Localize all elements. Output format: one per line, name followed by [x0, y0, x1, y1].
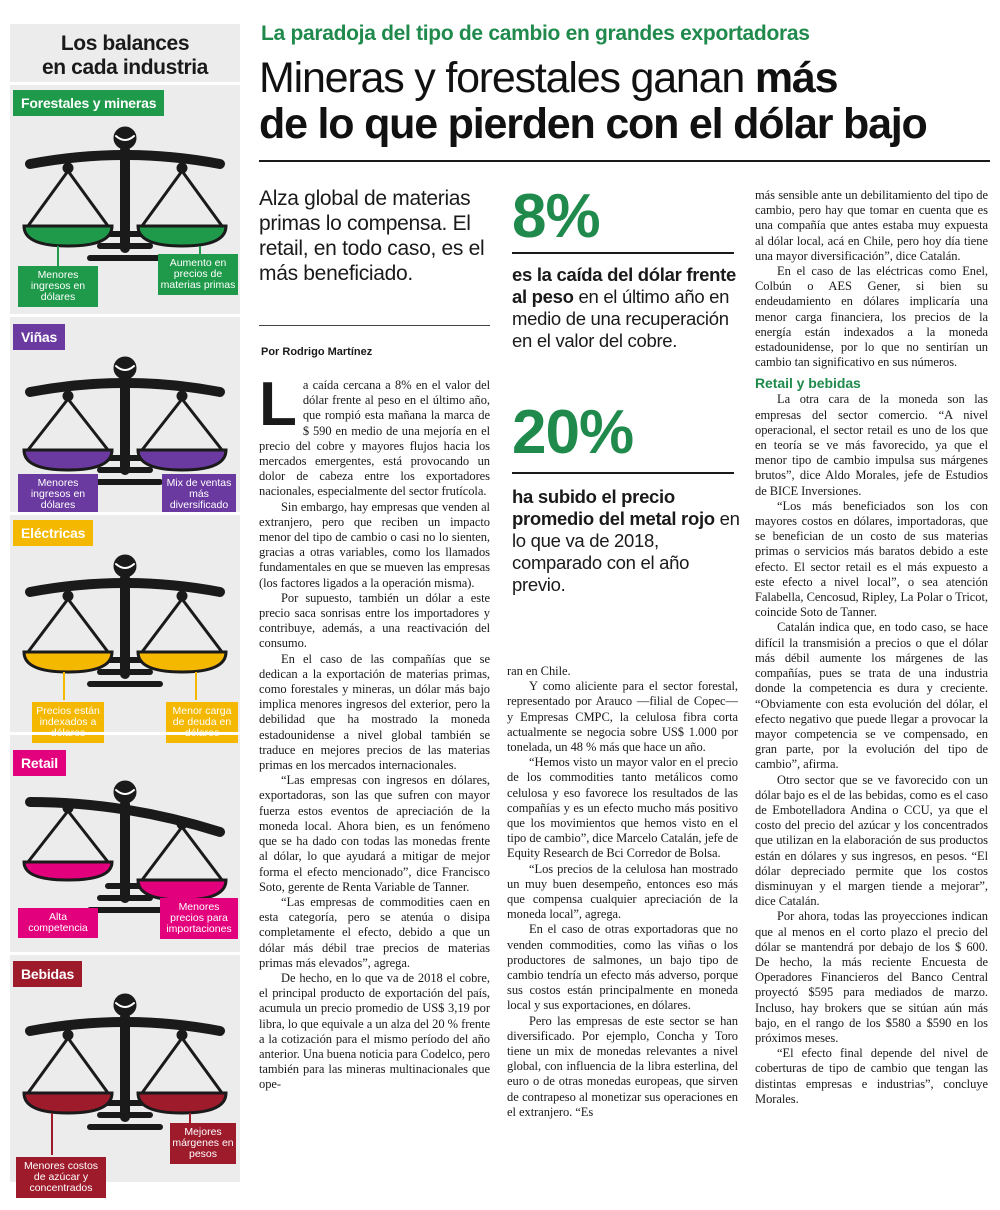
- left-label: Menores ingresos en dólares: [18, 266, 98, 307]
- section-forestales: [10, 90, 240, 314]
- stat-text: [512, 264, 740, 352]
- paragraph: más sensible ante un debilitamiento del tipo de cambio, pero hay que tomar en cuenta que es una compañía que antes estaba muy expuesta al dólar local, acá en Chile, pero hoy día tiene una mayor diversificación”, dice Catalán.: [755, 188, 988, 263]
- section-bebidas: [10, 961, 240, 1194]
- stat-text-rest: en el último año en medio de una recuperación en el valor del cobre.: [512, 286, 730, 351]
- left-label: Precios están indexados a: [32, 702, 104, 743]
- right-label: Menores precios para importaciones: [160, 898, 238, 939]
- sidebar-divider: [10, 952, 240, 955]
- stat-text: [512, 486, 740, 596]
- section-vinas: [10, 324, 240, 520]
- stat-number: 20%: [512, 398, 634, 467]
- paragraph: “Los precios de la celulosa han mostrado un muy buen desempeño, entonces eso más que compensa cualquier apreciación de la moneda local”, agrega.: [507, 861, 738, 922]
- section-tag: Eléctricas: [13, 520, 93, 546]
- paragraph: “Los más beneficiados son los con mayores costos en dólares, importadoras, que se benefician de un costo de sus materias primas o servicios más baratos debido a este efecto. El sector retail es el más expuesto a este efecto a nivel local”, o sea atención Falabella, Cencosud, Ripley, La Polar o Tricot, coincide Soto de Tanner.: [755, 498, 988, 620]
- sidebar-divider: [10, 512, 240, 515]
- section-tag: Bebidas: [13, 961, 82, 987]
- header-rule: [259, 160, 990, 162]
- paragraph: [259, 370, 490, 500]
- stat-text-bold: es la caída del dólar frente al peso: [512, 264, 736, 307]
- sidebar-divider: [10, 732, 240, 735]
- paragraph: “Las empresas con ingresos en dólares, exportadoras, son las que sufren con mayor fuerza estos eventos de apreciación de la moneda local. Ahora bien, es un fenómeno que se ha dado con todas las monedas frente al dólar, lo que ayudará a mitigar de mejor forma el efecto mencionado”, dice Francisco Soto, gerente de Renta Variable de Tanner.: [259, 773, 490, 894]
- byline: Por Rodrigo Martínez: [261, 346, 373, 358]
- article-column-2: [507, 664, 738, 1120]
- left-label: Menores ingresos en dólares: [18, 474, 98, 515]
- sidebar-title-line2: en cada industria: [42, 56, 208, 79]
- sidebar-title: [10, 32, 240, 80]
- paragraph: De hecho, en lo que va de 2018 el cobre, el principal producto de exportación del país, acumula un precio promedio de US$ 3,19 por libra, lo que equivale a un alza del 20 % frente a la cotización para el mismo período del año anterior. Una buena noticia para Codelco, pero también para las mineras multinacionales que ope-: [259, 970, 490, 1092]
- left-label: Menores costos de azúcar y concentrados: [16, 1157, 106, 1198]
- headline: [259, 55, 994, 147]
- headline-emphasis: más: [754, 54, 838, 102]
- paragraph: Por supuesto, también un dólar a este precio saca sonrisas entre los importadores y contribuye, además, a una reactivación del consumo.: [259, 590, 490, 651]
- section-retail: [10, 750, 240, 950]
- right-label: Menor carga de deuda en: [166, 702, 238, 743]
- headline-line2: de lo que pierden con el dólar bajo: [259, 100, 927, 148]
- sidebar-divider: [10, 314, 240, 317]
- paragraph: Otro sector que se ve favorecido con un dólar bajo es el de las bebidas, como es el caso de Embotelladora Andina o CCU, ya que el costo del precio del azúcar y los concentrados que utilizan en la elaboración de sus productos están en dólares y sus ingresos, en pesos. “El dólar depreciado permite que los costos disminuyan y el margen tiende a mejorar”, dice Catalán.: [755, 772, 988, 909]
- left-label: Alta competencia: [18, 908, 98, 938]
- article-column-1: [259, 370, 490, 1093]
- section-tag: Viñas: [13, 324, 65, 350]
- stat-text-bold: ha subido el precio promedio del metal rojo: [512, 486, 715, 529]
- paragraph: Catalán indica que, en todo caso, se hace difícil la transmisión a precios o que el dólar más débil aumente los márgenes de las compañías, pues se trata de una industria donde la competencia es dura y creciente. “Obviamente con esta evolución del dólar, el efecto negativo que puede llegar a provocar la mayor competencia se ve compensado, en gran parte, por la evolución del tipo de cambio”, afirma.: [755, 620, 988, 772]
- paragraph: “Hemos visto un mayor valor en el precio de los commodities tanto metálicos como celulosa y eso favorece los resultados de las compañías y es un efecto mucho más positivo que los movimientos que hemos visto en el tipo de cambio”, dice Marcelo Catalán, jefe de Equity Research de Bci Corredor de Bolsa.: [507, 755, 738, 861]
- paragraph: En el caso de otras exportadoras que no venden commodities, como las viñas o los productores de salmones, un bajo tipo de cambio tendría un efecto más adverso, porque sus costos están principalmente en moneda local y sus exportaciones, en dólares.: [507, 922, 738, 1013]
- paragraph: Sin embargo, hay empresas que venden al extranjero, pero que reciben un impacto menor del tipo de cambio o casi no lo sienten, gracias a otras variables, como los llamados fundamentales en que se mueven las empresas (los factores ligados a la operación misma).: [259, 499, 490, 590]
- paragraph: La otra cara de la moneda son las empresas del sector comercio. “A nivel operacional, el sector retail es uno de los que en teoría se ve más favorecido, ya que el menor tipo de cambio impulsa sus márgenes brutos”, dice Aldo Morales, jefe de Estudios de BICE Inversiones.: [755, 392, 988, 498]
- sidebar-title-line1: Los balances: [60, 32, 190, 55]
- paragraph: “El efecto final depende del nivel de coberturas de tipo de cambio que tengan las distintas empresas e industrias”, concluye Morales.: [755, 1046, 988, 1106]
- section-electricas: [10, 520, 240, 732]
- stat-rule: [512, 252, 734, 254]
- paragraph-text: a caída cercana a 8% en el valor del dólar frente al peso en el último año, que rompió esta mañana la marca de $ 590 en medio de una mejoría en el precio del cobre y mayores flujos hacia los mercados emergentes, está provocando un dolor de cabeza entre los exportadores nacionales, especialmente del sector frutícola.: [259, 378, 490, 499]
- right-label: Mix de ventas más diversificado: [162, 474, 236, 515]
- stat-text-rest: en lo que va de 2018, comparado con el año previo.: [512, 508, 740, 595]
- section-tag: Retail: [13, 750, 66, 776]
- paragraph: “Las empresas de commodities caen en esta categoría, pero se atenúa o disipa completamente el efecto, debido a que un dólar más débil trae precios de materias primas más elevados”, agrega.: [259, 894, 490, 970]
- right-label: Mejores márgenes en pesos: [170, 1123, 236, 1164]
- deck: Alza global de materias primas lo compensa. El retail, en todo caso, es el más beneficiado.: [259, 187, 485, 285]
- byline-rule: [259, 325, 490, 326]
- paragraph: Y como aliciente para el sector forestal, representado por Arauco —filial de Copec— y Empresas CMPC, la celulosa fibra corta actualmente se negocia sobre US$ 1.000 por tonelada, un 48 % más que hace un año.: [507, 679, 738, 755]
- section-tag: Forestales y mineras: [13, 90, 164, 116]
- kicker: La paradoja del tipo de cambio en grandes exportadoras: [261, 22, 810, 45]
- headline-line1: Mineras y forestales ganan: [259, 54, 755, 102]
- stat-number: 8%: [512, 182, 600, 251]
- infographic-sidebar: [10, 24, 240, 1194]
- paragraph: Por ahora, todas las proyecciones indican que al menos en el corto plazo el precio del dólar se mantendrá por debajo de los $ 600. De hecho, la más reciente Encuesta de Operadores Financieros del Banco Central proyectó $595 para mediados de marzo. Incluso, hay brokers que se sitúan aún más bajo, en el rango de los $580 a $590 en los próximos meses.: [755, 909, 988, 1045]
- paragraph: En el caso de las compañías que se dedican a la exportación de materias primas, como forestales y mineras, un dólar más bajo implica menores ingresos del exterior, pero la debilidad que ha mostrado la moneda estadounidense a nivel global también se traduce en mejores precios de las materias primas en los mercados internacionales.: [259, 651, 490, 773]
- article-column-3: [755, 188, 988, 1107]
- paragraph: En el caso de las eléctricas como Enel, Colbún o AES Gener, si bien su endeudamiento en dólares implicaría una menor carga financiera, los precios de la energía están indexados a la moneda estadounidense, por lo que no sentirían un cambio tan significativo en sus números.: [755, 264, 988, 370]
- stat-rule: [512, 472, 734, 474]
- paragraph: Pero las empresas de este sector se han diversificado. Por ejemplo, Concha y Toro tiene un mix de monedas relevantes a nivel global, con influencia de la libra esterlina, del euro o de otras monedas europeas, que sirven de contrapeso al monetizar sus operaciones en el extranjero. “Es: [507, 1013, 738, 1119]
- dropcap: L: [259, 370, 297, 439]
- right-label: Aumento en precios de materias primas: [158, 254, 238, 295]
- subheading: Retail y bebidas: [755, 375, 861, 392]
- paragraph: ran en Chile.: [507, 664, 571, 678]
- sidebar-divider: [10, 82, 240, 85]
